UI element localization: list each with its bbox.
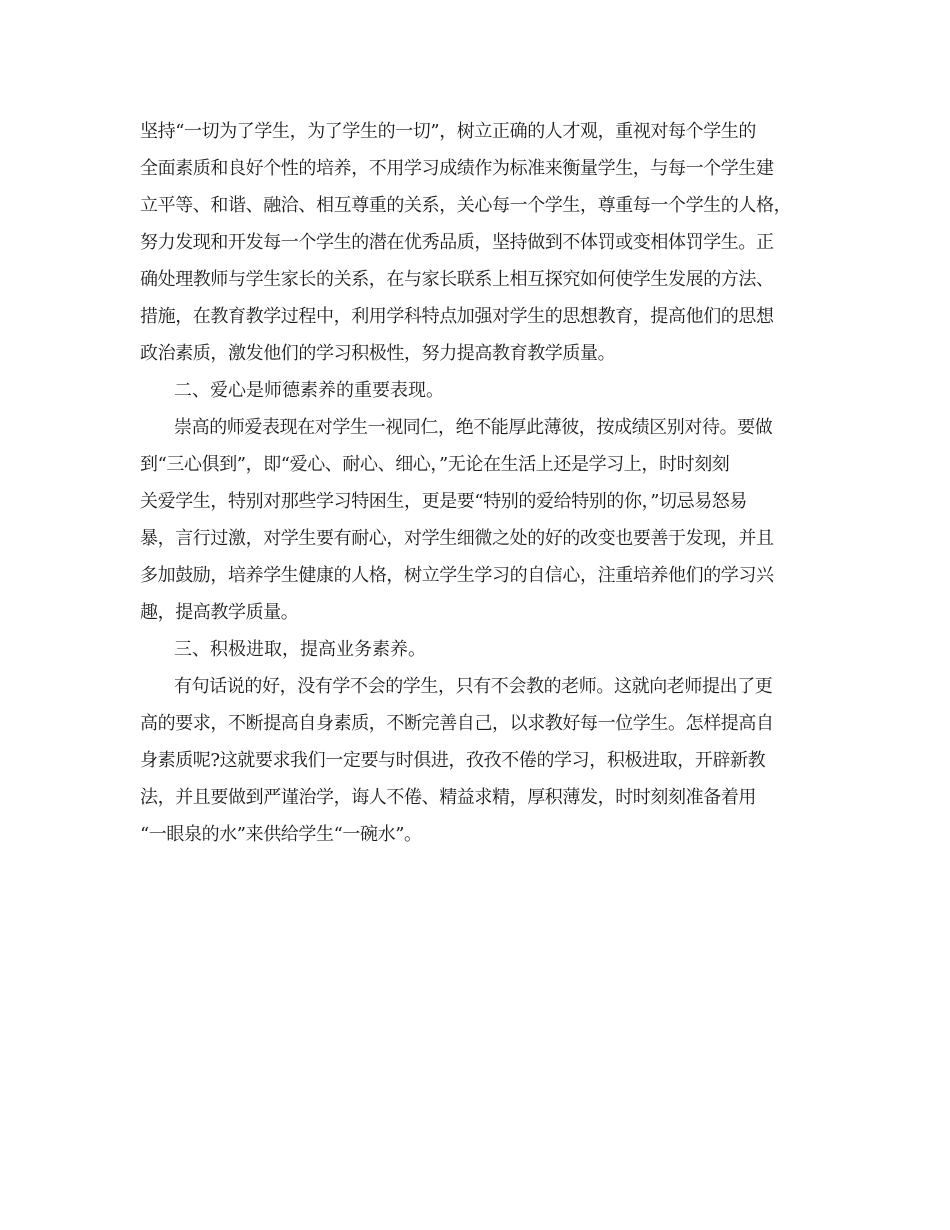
paragraph-line: “一眼泉的水”来供给学生“一碗水”。 [140, 824, 422, 845]
paragraph-line: 政治素质，激发他们的学习积极性，努力提高教育教学质量。 [140, 343, 616, 364]
paragraph-line: 崇高的师爱表现在对学生一视同仁，绝不能厚此薄彼，按成绩区别对待。要做 [174, 417, 773, 438]
paragraph-line: 到“三心俱到”，即“爱心、耐心、细心，”无论在生活上还是学习上，时时刻刻 [140, 454, 730, 475]
document-body [140, 113, 828, 853]
paragraph-line: 措施，在教育教学过程中，利用学科特点加强对学生的思想教育，提高他们的思想 [140, 306, 774, 327]
paragraph-line: 关爱学生，特别对那些学习特困生，更是要“特别的爱给特别的你，”切忌易怒易 [140, 491, 748, 512]
paragraph-line: 有句话说的好，没有学不会的学生，只有不会教的老师。这就向老师提出了更 [174, 676, 773, 697]
paragraph-line: 多加鼓励，培养学生健康的人格，树立学生学习的自信心，注重培养他们的学习兴 [140, 565, 774, 586]
paragraph-line: 立平等、和谐、融洽、相互尊重的关系，关心每一个学生，尊重每一个学生的人格， [140, 195, 792, 216]
section-heading: 三、积极进取，提高业务素养。 [174, 639, 426, 660]
paragraph-line: 努力发现和开发每一个学生的潜在优秀品质，坚持做到不体罚或变相体罚学生。正 [140, 232, 774, 253]
paragraph-line: 坚持“一切为了学生，为了学生的一切”，树立正确的人才观，重视对每个学生的 [140, 121, 757, 142]
paragraph-line: 身素质呢?这就要求我们一定要与时俱进，孜孜不倦的学习，积极进取，开辟新教 [140, 750, 766, 771]
paragraph-line: 确处理教师与学生家长的关系，在与家长联系上相互探究如何使学生发展的方法、 [140, 269, 774, 290]
section-heading: 二、爱心是师德素养的重要表现。 [174, 380, 444, 401]
paragraph-line: 全面素质和良好个性的培养，不用学习成绩作为标准来衡量学生，与每一个学生建 [140, 158, 774, 179]
paragraph-line: 法，并且要做到严谨治学，诲人不倦、精益求精，厚积薄发，时时刻刻准备着用 [140, 787, 756, 808]
paragraph-line: 高的要求，不断提高自身素质，不断完善自己，以求教好每一位学生。怎样提高自 [140, 713, 774, 734]
paragraph-line: 暴，言行过激，对学生要有耐心，对学生细微之处的好的改变也要善于发现，并且 [140, 528, 774, 549]
paragraph-line: 趣，提高教学质量。 [140, 602, 299, 623]
